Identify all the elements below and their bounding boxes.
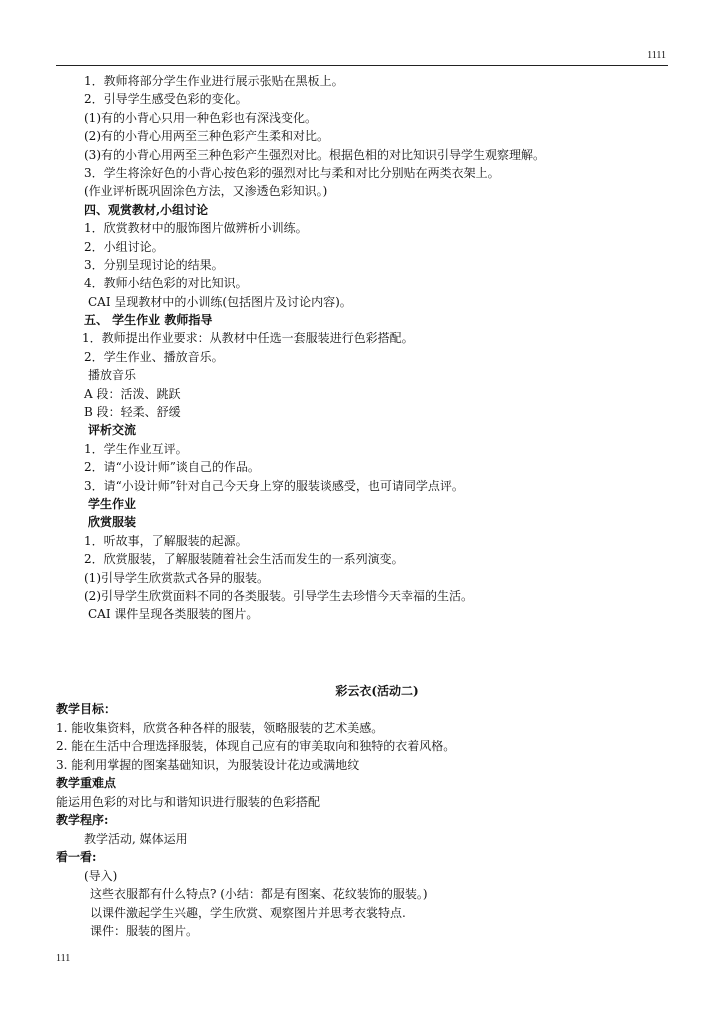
text-line: 3．请“小设计师”针对自己今天身上穿的服装谈感受，也可请同学点评。 xyxy=(84,478,464,493)
section-heading: 教学目标： xyxy=(56,702,117,716)
section-1-body xyxy=(84,72,674,624)
text-line: 3．分别呈现讨论的结果。 xyxy=(84,257,224,272)
section-heading: 四、观赏教材,小组讨论 xyxy=(84,202,209,217)
text-line: 能运用色彩的对比与和谐知识进行服装的色彩搭配 xyxy=(56,794,321,809)
text-line: 2．小组讨论。 xyxy=(84,239,164,254)
text-line: 课件：服装的图片。 xyxy=(90,924,199,938)
text-line: 3. 能利用掌握的图案基础知识，为服装设计花边或满地纹 xyxy=(56,757,360,772)
text-line: 2．学生作业、播放音乐。 xyxy=(84,349,224,364)
header-rule xyxy=(56,65,668,66)
text-line: (2)引导学生欣赏面料不同的各类服装。引导学生去珍惜今天幸福的生活。 xyxy=(84,588,474,603)
section-heading: 欣赏服装 xyxy=(88,515,137,530)
text-line: (导入) xyxy=(84,868,118,883)
text-line: 1．听故事，了解服装的起源。 xyxy=(84,533,248,548)
text-line: A 段：活泼、跳跃 xyxy=(84,386,181,401)
text-line: (作业评析既巩固涂色方法，又渗透色彩知识。) xyxy=(84,184,328,199)
text-line: 教学活动, 媒体运用 xyxy=(84,831,188,846)
section-2-body xyxy=(56,700,676,941)
text-line: 以课件激起学生兴趣，学生欣赏、观察图片并思考衣裳特点. xyxy=(90,905,406,920)
text-line: B 段：轻柔、舒缓 xyxy=(84,405,181,420)
text-line: 播放音乐 xyxy=(88,368,137,383)
text-line: 3．学生将涂好色的小背心按色彩的强烈对比与柔和对比分别贴在两类衣架上。 xyxy=(84,165,500,180)
text-line: 2．引导学生感受色彩的变化。 xyxy=(84,92,248,107)
section-heading: 评析交流 xyxy=(88,423,137,438)
section-heading: 五、 学生作业 教师指导 xyxy=(84,313,213,328)
text-line: 1．欣赏教材中的服饰图片做辨析小训练。 xyxy=(84,221,308,236)
text-line: 2. 能在生活中合理选择服装，体现自己应有的审美取向和独特的衣着风格。 xyxy=(56,739,456,753)
text-line: 1．教师提出作业要求：从教材中任选一套服装进行色彩搭配。 xyxy=(82,331,414,346)
section-heading: 看一看: xyxy=(56,850,97,864)
text-line: 2．请“小设计师”谈自己的作品。 xyxy=(84,460,260,475)
text-line: (3)有的小背心用两至三种色彩产生强烈对比。根据色相的对比知识引导学生观察理解。 xyxy=(84,147,546,162)
page-footer-number: 111 xyxy=(56,953,71,964)
section-heading: 教学重难点 xyxy=(56,776,117,790)
text-line: (1)引导学生欣赏款式各异的服装。 xyxy=(84,570,269,585)
section-heading: 学生作业 xyxy=(88,496,137,511)
text-line: 2．欣赏服装，了解服装随着社会生活而发生的一系列演变。 xyxy=(84,552,404,567)
text-line: 1．学生作业互评。 xyxy=(84,441,188,456)
text-line: 1. 能收集资料，欣赏各种各样的服装，领略服装的艺术美感。 xyxy=(56,720,384,735)
text-line: 1．教师将部分学生作业进行展示张贴在黑板上。 xyxy=(84,74,344,88)
text-line: CAI 课件呈现各类服装的图片。 xyxy=(88,607,259,622)
section-heading: 教学程序: xyxy=(56,813,109,827)
text-line: 4．教师小结色彩的对比知识。 xyxy=(84,276,248,291)
text-line: (2)有的小背心用两至三种色彩产生柔和对比。 xyxy=(84,129,329,144)
text-line: 这些衣服都有什么特点? (小结：都是有图案、花纹装饰的服装。) xyxy=(90,887,428,901)
page-header-number: 1111 xyxy=(647,50,666,61)
text-line: CAI 呈现教材中的小训练(包括图片及讨论内容)。 xyxy=(88,294,352,309)
text-line: (1)有的小背心只用一种色彩也有深浅变化。 xyxy=(84,110,317,125)
section-2-title: 彩云衣(活动二) xyxy=(335,684,419,698)
